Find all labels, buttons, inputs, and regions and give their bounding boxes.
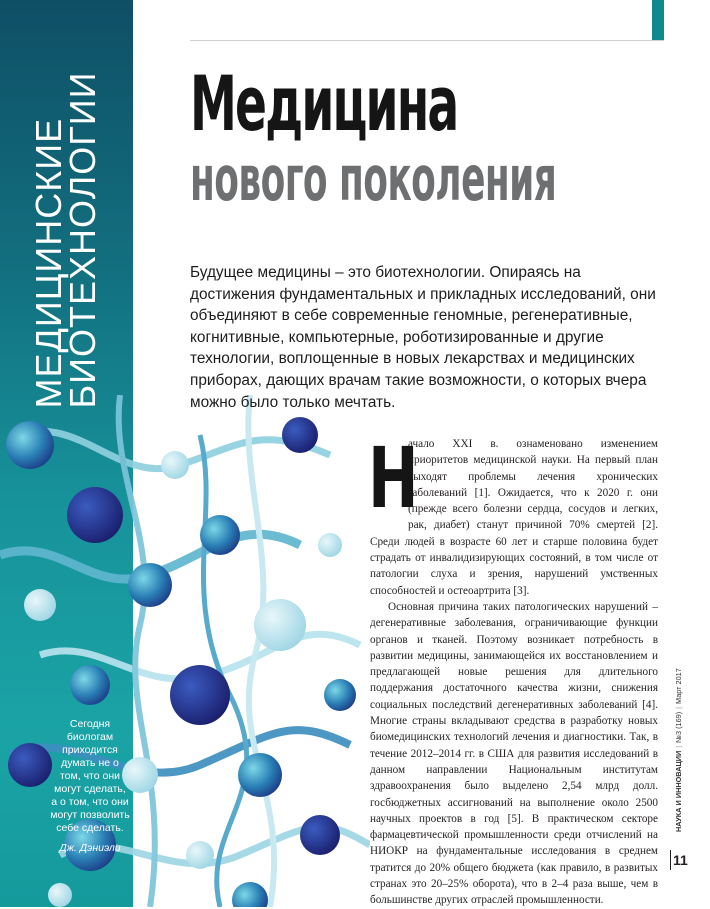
title-line1: Медицина	[190, 59, 458, 148]
title-line2: нового поколения	[190, 142, 557, 215]
header-rule	[190, 40, 664, 41]
journal-issue: №3 (169)	[674, 711, 683, 743]
section-label	[28, 71, 103, 409]
journal-name: НАУКА И ИННОВАЦИИ	[674, 750, 683, 832]
article-title	[190, 59, 710, 215]
lead-paragraph: Будущее медицины – это биотехнологии. Опираясь на достижения фундаментальных и прикладных исследований, они объединяют в себе современные геномные, регенеративные, когнитивные, компьютерные, роботизированные и другие технологии, воплощенные в новых лекарствах и медицинских приборах, дающих врачам такие возможности, о которых вчера можно было только мечтать.	[190, 264, 656, 411]
article-paragraph-2: Основная причина таких патологических нарушений – дегенеративные заболевания, ограничивающие функции органов и тканей. Поэтому возникает потребность в развитии медицины, занимающейся их восстановлением и предлагающей новые решения для длительного поддержания достаточного качества жизни, снижения социальных последствий дегенеративных заболеваний [4]. Многие страны вкладывают средства в разработку новых биомедицинских технологий лечения и диагностики. Так, в течение 2012–2014 гг. в США для развития исследований в данном направлении Национальным институтам здравоохранения было выделено 2,54 млрд долл. госбюджетных ассигнований на выполнение около 2500 научных проектов в год [5]. В практическом секторе фармацевтической промышленности среди отчислений на НИОКР на фундаментальные исследования в среднем тратится до 20% общего бюджета (как правило, в развитых странах это 20–25% оборота), что в 2–4 раза выше, чем в большинстве других отраслей промышленности.	[370, 600, 658, 907]
quote-text: Сегодня биологам приходится думать не о том, что они могут сделать, а о том, что они могут позволить себе сделать.	[50, 718, 130, 834]
top-accent-bar	[652, 0, 664, 40]
page-number-bar	[670, 850, 671, 870]
quote-author: Дж. Дэниэли	[59, 842, 121, 854]
epigraph-quote	[50, 718, 130, 855]
page-number: 11	[673, 852, 688, 868]
drop-cap: Н	[368, 429, 419, 527]
article-paragraph-1: ачало XXI в. ознаменовано изменением приоритетов медицинской науки. На первый план выходят проблемы лечения хронических заболеваний [1]. Ожидается, что к 2020 г. они (прежде всего болезни сердца, сосудов и легких, рак, диабет) станут причиной 70% смертей [2]. Среди людей в возрасте 60 лет и старше половина будет страдать от инвалидизирующих состояний, в том числе от патологии слуха и зрения, нарушений умственных способностей и остеоартрита [3].	[370, 438, 658, 597]
section-label-line2: БИОТЕХНОЛОГИИ	[62, 71, 103, 409]
journal-date: Март 2017	[674, 668, 683, 704]
journal-running-head: НАУКА И ИННОВАЦИИ|№3 (169)|Март 2017	[674, 668, 683, 832]
article-body	[368, 429, 658, 909]
section-label-line1: МЕДИЦИНСКИЕ	[28, 117, 69, 409]
